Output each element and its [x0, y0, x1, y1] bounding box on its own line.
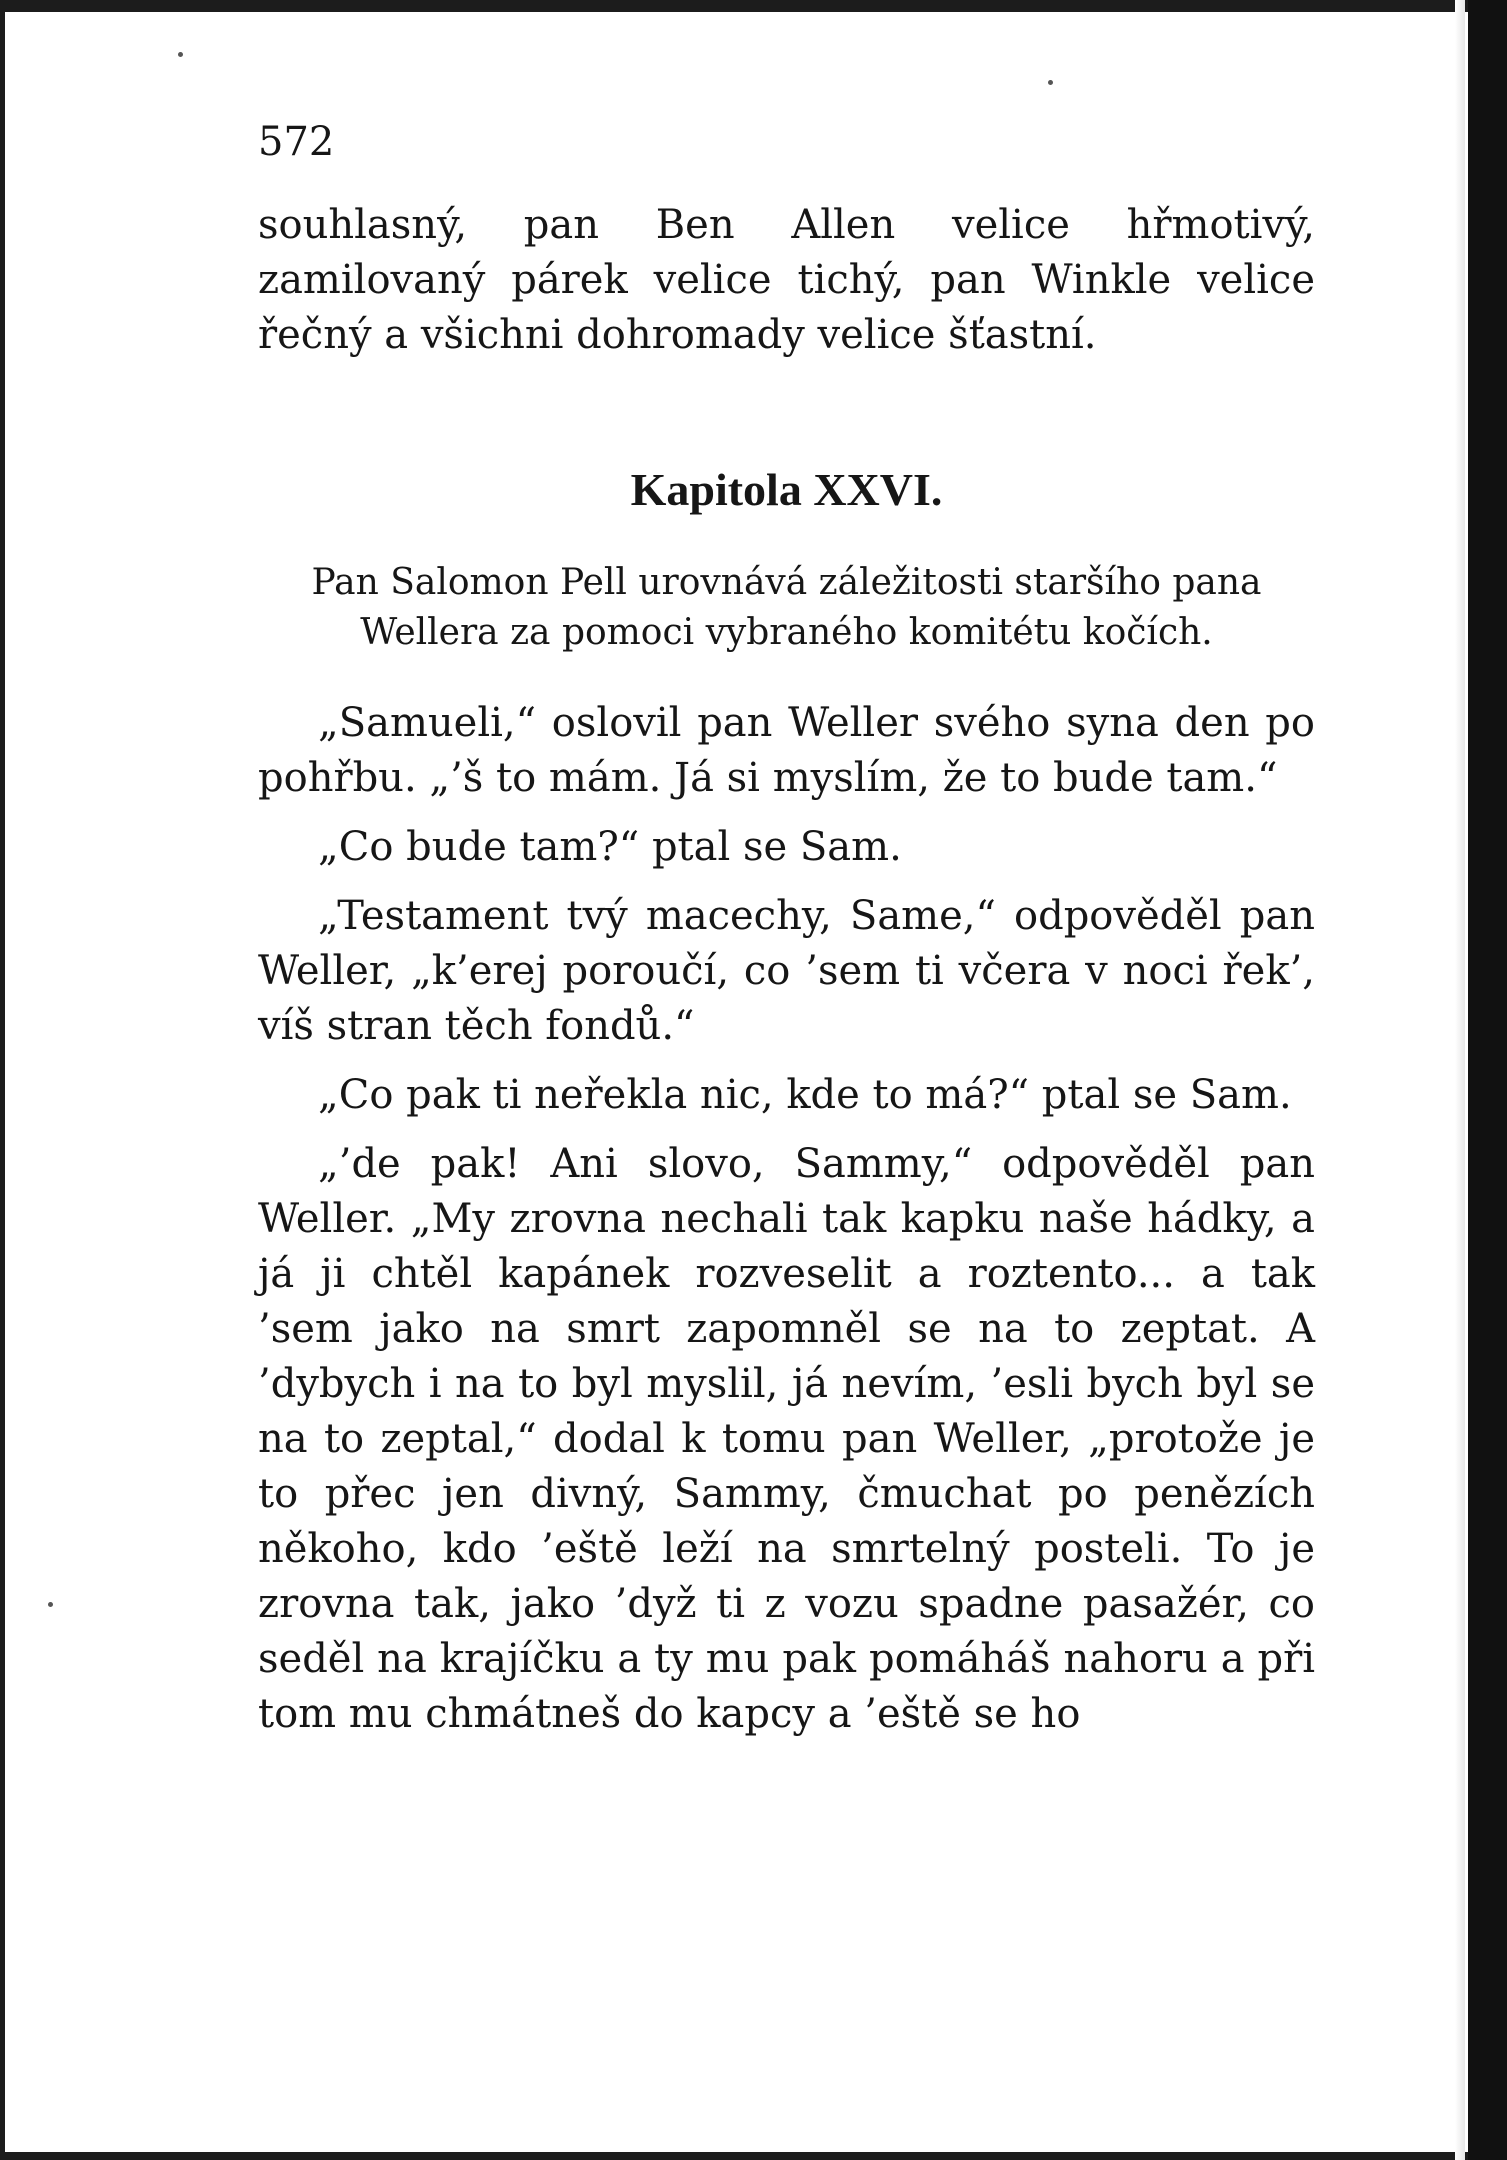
chapter-summary-line: Pan Salomon Pell urovnává záležitosti staršího pana [311, 562, 1262, 603]
paragraph: „Samueli,“ oslovil pan Weller svého syna den po pohřbu. „’š to mám. Já si myslím, že to bude tam.“ [258, 700, 1315, 801]
chapter-summary [258, 558, 1315, 658]
scan-speck [48, 1602, 53, 1607]
scan-speck [1048, 80, 1053, 85]
scan-frame-left [0, 0, 5, 2160]
paragraph: „Co bude tam?“ ptal se Sam. [318, 824, 902, 870]
scan-speck [178, 52, 183, 57]
scan-gutter [1468, 0, 1507, 2160]
paragraph: „’de pak! Ani slovo, Sammy,“ odpověděl pan Weller. „My zrovna nechali tak kapku naše hádky, a já ji chtěl kapánek rozveselit a roztento... a tak ’sem jako na smrt zapomněl se na to zeptat. A ’dybych i na to byl myslil, já nevím, ’esli bych byl se na to zeptal,“ dodal k tomu pan Weller, „protože je to přec jen divný, Sammy, čmuchat po penězích někoho, kdo ’eště leží na smrtelný posteli. To je zrovna tak, jako ’dyž ti z vozu spadne pasažér, co seděl na krajíčku a ty mu pak pomáháš nahoru a při tom mu chmátneš do kapcy a ’eště se ho [258, 1141, 1315, 1737]
paragraph: „Co pak ti neřekla nic, kde to má?“ ptal se Sam. [318, 1072, 1292, 1118]
scan-gutter-edge [1455, 0, 1465, 2160]
intro-paragraph [258, 198, 1315, 363]
chapter-summary-line: Wellera za pomoci vybraného komitétu kočích. [360, 612, 1213, 653]
paragraph: „Testament tvý macechy, Same,“ odpověděl pan Weller, „k’erej poroučí, co ’sem ti včera v noci řek’, víš stran těch fondů.“ [258, 893, 1315, 1049]
scan-frame-top [0, 0, 1507, 12]
chapter-body [258, 696, 1315, 1742]
intro-text: souhlasný, pan Ben Allen velice hřmotivý, zamilovaný párek velice tichý, pan Winkle velice řečný a všichni dohromady velice šťastní. [258, 202, 1315, 358]
chapter-title: Kapitola XXVI. [630, 464, 943, 515]
scan-frame-bottom [0, 2152, 1507, 2160]
page-number: 572 [258, 119, 335, 165]
